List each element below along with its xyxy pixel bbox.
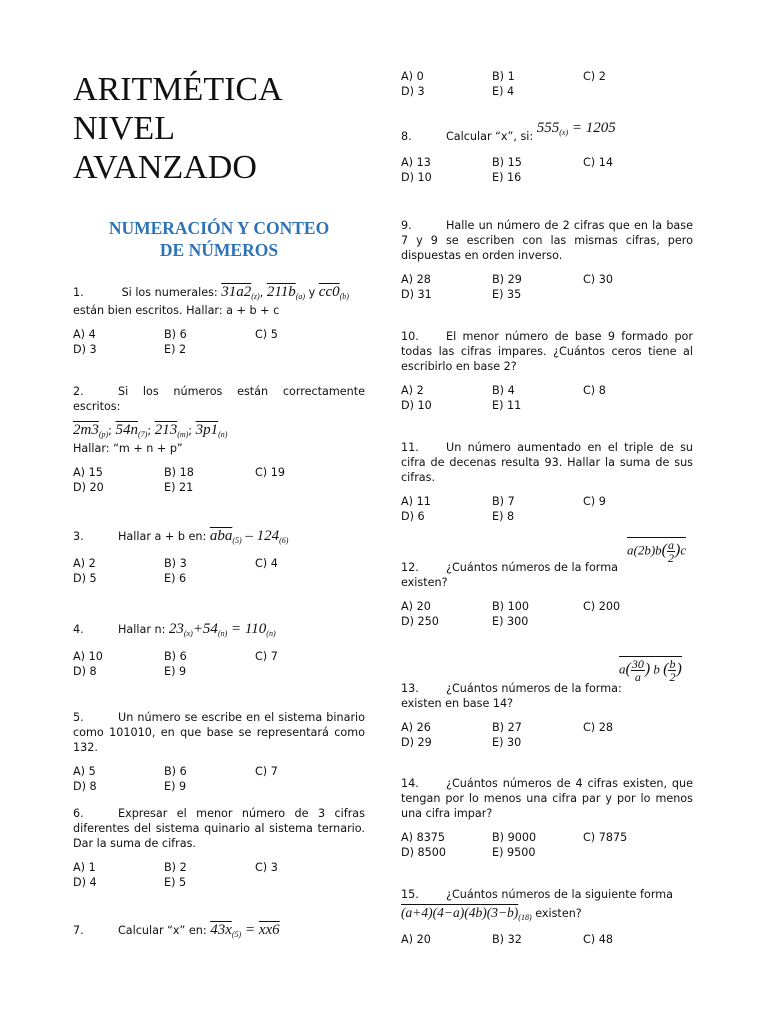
title-line: AVANZADO bbox=[73, 149, 257, 186]
title-line: ARITMÉTICA bbox=[73, 71, 283, 108]
question-8 bbox=[401, 120, 693, 185]
math-numeral: $31a2_{(z)}$ bbox=[221, 284, 260, 301]
question-number: 9. bbox=[401, 219, 412, 232]
question-text: existen? bbox=[535, 907, 582, 921]
question-text: Halle un número de 2 cifras que en la base 7 y 9 se escriben con las mismas cifras, pero dispuestas en orden inverso. bbox=[401, 219, 693, 263]
question-stem bbox=[73, 920, 365, 941]
option[interactable]: C) 7875 bbox=[583, 831, 628, 845]
question-number: 5. bbox=[73, 711, 84, 724]
question-number: 14. bbox=[401, 777, 419, 790]
question-number: 2. bbox=[73, 385, 84, 398]
option[interactable]: E) 8 bbox=[492, 510, 515, 524]
math-expression: $555_{(x)} = 1205$ bbox=[536, 120, 616, 137]
option[interactable]: B) 3 bbox=[164, 556, 187, 570]
option[interactable]: A) 20 bbox=[401, 932, 431, 946]
question-text: existen en base 14? bbox=[401, 697, 514, 711]
math-expression: a( $\frac{30}{a}$ ) b ( $\frac{b}{2}$ ) bbox=[619, 657, 682, 684]
option[interactable]: D) 3 bbox=[401, 85, 425, 99]
question-number: 7. bbox=[73, 924, 84, 937]
question-stem bbox=[401, 887, 693, 902]
option[interactable]: A) 5 bbox=[73, 765, 96, 779]
question-stem bbox=[401, 681, 693, 711]
option[interactable]: B) 1 bbox=[492, 70, 515, 83]
question-number: 13. bbox=[401, 682, 419, 695]
option[interactable]: D) 10 bbox=[401, 170, 432, 184]
option[interactable]: E) 35 bbox=[492, 288, 522, 302]
option[interactable]: B) 27 bbox=[492, 721, 522, 735]
question-text: El menor número de base 9 formado por todas las cifras impares. ¿Cuántos ceros tiene al escribirlo en base 2? bbox=[401, 330, 693, 374]
answer-options bbox=[401, 720, 693, 750]
option[interactable]: B) 32 bbox=[492, 932, 522, 946]
section-title-line: NUMERACIÓN Y CONTEO bbox=[108, 218, 330, 238]
math-numeral: $cc0_{(b)}$ bbox=[318, 284, 349, 301]
option[interactable]: D) 4 bbox=[73, 876, 97, 890]
answer-options bbox=[401, 830, 693, 860]
question-text: ¿Cuántos números de la siguiente forma bbox=[446, 888, 673, 901]
math-numeral: $211b_{(a)}$ bbox=[266, 284, 306, 301]
question-stem bbox=[401, 329, 693, 374]
question-4 bbox=[73, 619, 365, 679]
question-number: 10. bbox=[401, 330, 419, 343]
option[interactable]: C) 7 bbox=[255, 649, 278, 663]
option[interactable]: D) 10 bbox=[401, 399, 432, 413]
answer-options bbox=[73, 764, 365, 794]
question-7 bbox=[73, 920, 365, 941]
answer-options bbox=[401, 599, 693, 629]
answer-options bbox=[401, 69, 693, 99]
document-title bbox=[73, 70, 283, 187]
math-fraction: $\frac{30}{a}$ bbox=[631, 657, 644, 684]
question-text: Expresar el menor número de 3 cifras diferentes del sistema quinario al sistema ternario. Dar la suma de cifras. bbox=[73, 807, 365, 851]
question-text: están bien escritos. Hallar: a + b + c bbox=[73, 303, 280, 317]
question-1 bbox=[73, 282, 365, 357]
option[interactable]: D) 8500 bbox=[401, 846, 447, 860]
question-text: Calcular “x”, si: bbox=[446, 130, 534, 143]
option[interactable]: E) 2 bbox=[164, 343, 187, 357]
option[interactable]: A) 2 bbox=[73, 556, 96, 570]
question-stem bbox=[73, 526, 365, 547]
question-15 bbox=[401, 887, 693, 947]
option[interactable]: C) 19 bbox=[255, 466, 285, 480]
option[interactable]: E) 9 bbox=[164, 780, 187, 794]
answer-options bbox=[73, 860, 365, 890]
option[interactable]: C) 48 bbox=[583, 932, 613, 946]
math-expression: $2m3_{(p)}$; $54n_{(7)}$; $213_{(m)}$; $3p1_{(n)}$ bbox=[73, 422, 228, 440]
question-stem bbox=[73, 806, 365, 851]
option[interactable]: E) 300 bbox=[492, 615, 529, 629]
section-title-line: DE NÚMEROS bbox=[159, 240, 279, 260]
option[interactable]: A) 15 bbox=[73, 466, 103, 480]
question-stem bbox=[73, 384, 365, 414]
option[interactable]: E) 11 bbox=[492, 399, 522, 413]
question-text: Calcular “x” en: bbox=[118, 924, 207, 937]
answer-options bbox=[401, 272, 693, 302]
question-11 bbox=[401, 440, 693, 525]
question-text: ¿Cuántos números de la forma bbox=[446, 561, 618, 574]
option[interactable]: D) 5 bbox=[73, 571, 97, 585]
option[interactable]: A) 2 bbox=[401, 384, 424, 398]
option[interactable]: A) 28 bbox=[401, 273, 431, 287]
question-stem bbox=[401, 120, 693, 147]
option[interactable]: C) 30 bbox=[583, 273, 613, 287]
option[interactable]: E) 4 bbox=[492, 85, 515, 99]
answer-options bbox=[73, 649, 365, 679]
option[interactable]: D) 8 bbox=[73, 780, 97, 794]
option[interactable]: C) 8 bbox=[583, 384, 606, 398]
math-fraction: $\frac{b}{2}$ bbox=[669, 657, 676, 684]
option[interactable]: E) 9500 bbox=[492, 846, 536, 860]
answer-options bbox=[73, 327, 365, 357]
option[interactable]: B) 29 bbox=[492, 273, 522, 287]
section-title bbox=[73, 217, 365, 261]
question-number: 8. bbox=[401, 130, 412, 143]
answer-options bbox=[401, 383, 693, 413]
option[interactable]: B) 7 bbox=[492, 495, 515, 509]
option[interactable]: D) 31 bbox=[401, 288, 432, 302]
option[interactable]: A) 26 bbox=[401, 721, 431, 735]
option[interactable]: B) 15 bbox=[492, 155, 522, 169]
option[interactable]: D) 20 bbox=[73, 481, 104, 495]
question-stem bbox=[401, 218, 693, 263]
option[interactable]: B) 2 bbox=[164, 861, 187, 875]
question-text: Un número aumentado en el triple de su cifra de decenas resulta 93. Hallar la suma de sus cifras. bbox=[401, 441, 693, 485]
question-stem bbox=[401, 560, 693, 590]
question-stem bbox=[401, 440, 693, 485]
option[interactable]: C) 4 bbox=[255, 556, 278, 570]
question-text: Un número se escribe en el sistema binario como 101010, en que base se representará como 132. bbox=[73, 711, 365, 755]
math-expression: $43x_{(5)} = xx6$ bbox=[210, 922, 280, 939]
answer-options bbox=[401, 494, 693, 524]
question-stem bbox=[401, 776, 693, 821]
question-14 bbox=[401, 776, 693, 861]
question-number: 4. bbox=[73, 623, 84, 636]
question-9 bbox=[401, 218, 693, 303]
answer-options bbox=[401, 932, 693, 947]
question-number: 15. bbox=[401, 888, 419, 901]
answer-options bbox=[73, 465, 365, 495]
question-text: Hallar n: bbox=[118, 623, 166, 636]
math-fraction: $\frac{a}{2}$ bbox=[668, 538, 674, 565]
question-text: Si los números están correctamente escritos: bbox=[73, 385, 365, 414]
option[interactable]: E) 30 bbox=[492, 736, 522, 750]
option[interactable]: D) 3 bbox=[73, 343, 97, 357]
option[interactable]: A) 13 bbox=[401, 155, 431, 169]
option[interactable]: A) 20 bbox=[401, 600, 431, 614]
question-7-options bbox=[401, 69, 693, 99]
question-text: existen? bbox=[401, 576, 448, 590]
option[interactable]: E) 9 bbox=[164, 664, 187, 678]
math-expression: a(2b)b( $\frac{a}{2}$ )c bbox=[627, 538, 687, 565]
option[interactable]: D) 250 bbox=[401, 615, 439, 629]
option[interactable]: E) 16 bbox=[492, 170, 522, 184]
question-number: 1. bbox=[73, 286, 84, 299]
question-3 bbox=[73, 526, 365, 586]
option[interactable]: B) 4 bbox=[492, 384, 515, 398]
option[interactable]: B) 9000 bbox=[492, 831, 537, 845]
question-text: ¿Cuántos números de la forma: bbox=[446, 682, 622, 695]
option[interactable]: B) 100 bbox=[492, 600, 529, 614]
question-number: 6. bbox=[73, 807, 84, 820]
option[interactable]: B) 6 bbox=[164, 649, 187, 663]
option[interactable]: A) 1 bbox=[73, 861, 96, 875]
option[interactable]: C) 14 bbox=[583, 155, 613, 169]
option[interactable]: A) 4 bbox=[73, 327, 96, 341]
answer-options bbox=[401, 155, 693, 185]
question-number: 3. bbox=[73, 530, 84, 543]
question-stem bbox=[73, 619, 365, 640]
option[interactable]: C) 2 bbox=[583, 70, 606, 83]
math-expression-line: $(a+4)(4-a)(4b)(3-b)_{(18)}$ existen? bbox=[401, 905, 582, 923]
question-13 bbox=[401, 681, 693, 750]
option[interactable]: D) 8 bbox=[73, 664, 97, 678]
option[interactable]: B) 6 bbox=[164, 765, 187, 779]
option[interactable]: C) 7 bbox=[255, 765, 278, 779]
question-12 bbox=[401, 560, 693, 629]
question-2 bbox=[73, 384, 365, 495]
option[interactable]: C) 5 bbox=[255, 327, 278, 341]
option[interactable]: D) 6 bbox=[401, 510, 425, 524]
option[interactable]: B) 18 bbox=[164, 466, 194, 480]
option[interactable]: A) 0 bbox=[401, 70, 424, 83]
question-stem: 1. Si los numerales: $31a2_{(z)}$, $211b_{(a)}$ y $cc0_{(b)}$ están bien escritos. Hallar: a + b + c bbox=[73, 282, 365, 318]
option[interactable]: D) 29 bbox=[401, 736, 432, 750]
question-6 bbox=[73, 806, 365, 891]
option[interactable]: C) 200 bbox=[583, 600, 621, 614]
answer-options bbox=[73, 556, 365, 586]
math-expression: $23_{(x)}+54_{(n)} = 110_{(n)}$ bbox=[168, 621, 276, 638]
title-line: NIVEL bbox=[73, 110, 175, 147]
option[interactable]: C) 3 bbox=[255, 861, 278, 875]
question-5 bbox=[73, 710, 365, 795]
option[interactable]: C) 9 bbox=[583, 495, 606, 509]
question-text: Hallar a + b en: bbox=[118, 530, 207, 543]
option[interactable]: E) 5 bbox=[164, 876, 187, 890]
option[interactable]: C) 28 bbox=[583, 721, 613, 735]
question-stem bbox=[73, 710, 365, 755]
question-10 bbox=[401, 329, 693, 414]
question-text: Hallar: “m + n + p” bbox=[73, 442, 183, 456]
question-number: 11. bbox=[401, 441, 419, 454]
option[interactable]: A) 11 bbox=[401, 495, 431, 509]
option[interactable]: E) 6 bbox=[164, 571, 187, 585]
option[interactable]: E) 21 bbox=[164, 481, 194, 495]
option[interactable]: A) 8375 bbox=[401, 831, 446, 845]
math-expression: $\overline{aba}_{(5)} - 124_{(6)}$ bbox=[209, 528, 289, 545]
question-text: ¿Cuántos números de 4 cifras existen, que tengan por lo menos una cifra par y por lo menos una cifra impar? bbox=[401, 777, 693, 821]
question-text: Si los numerales: bbox=[121, 286, 218, 299]
conjunction: y bbox=[308, 286, 316, 299]
option[interactable]: B) 6 bbox=[164, 327, 187, 341]
option[interactable]: A) 10 bbox=[73, 649, 103, 663]
question-number: 12. bbox=[401, 561, 419, 574]
